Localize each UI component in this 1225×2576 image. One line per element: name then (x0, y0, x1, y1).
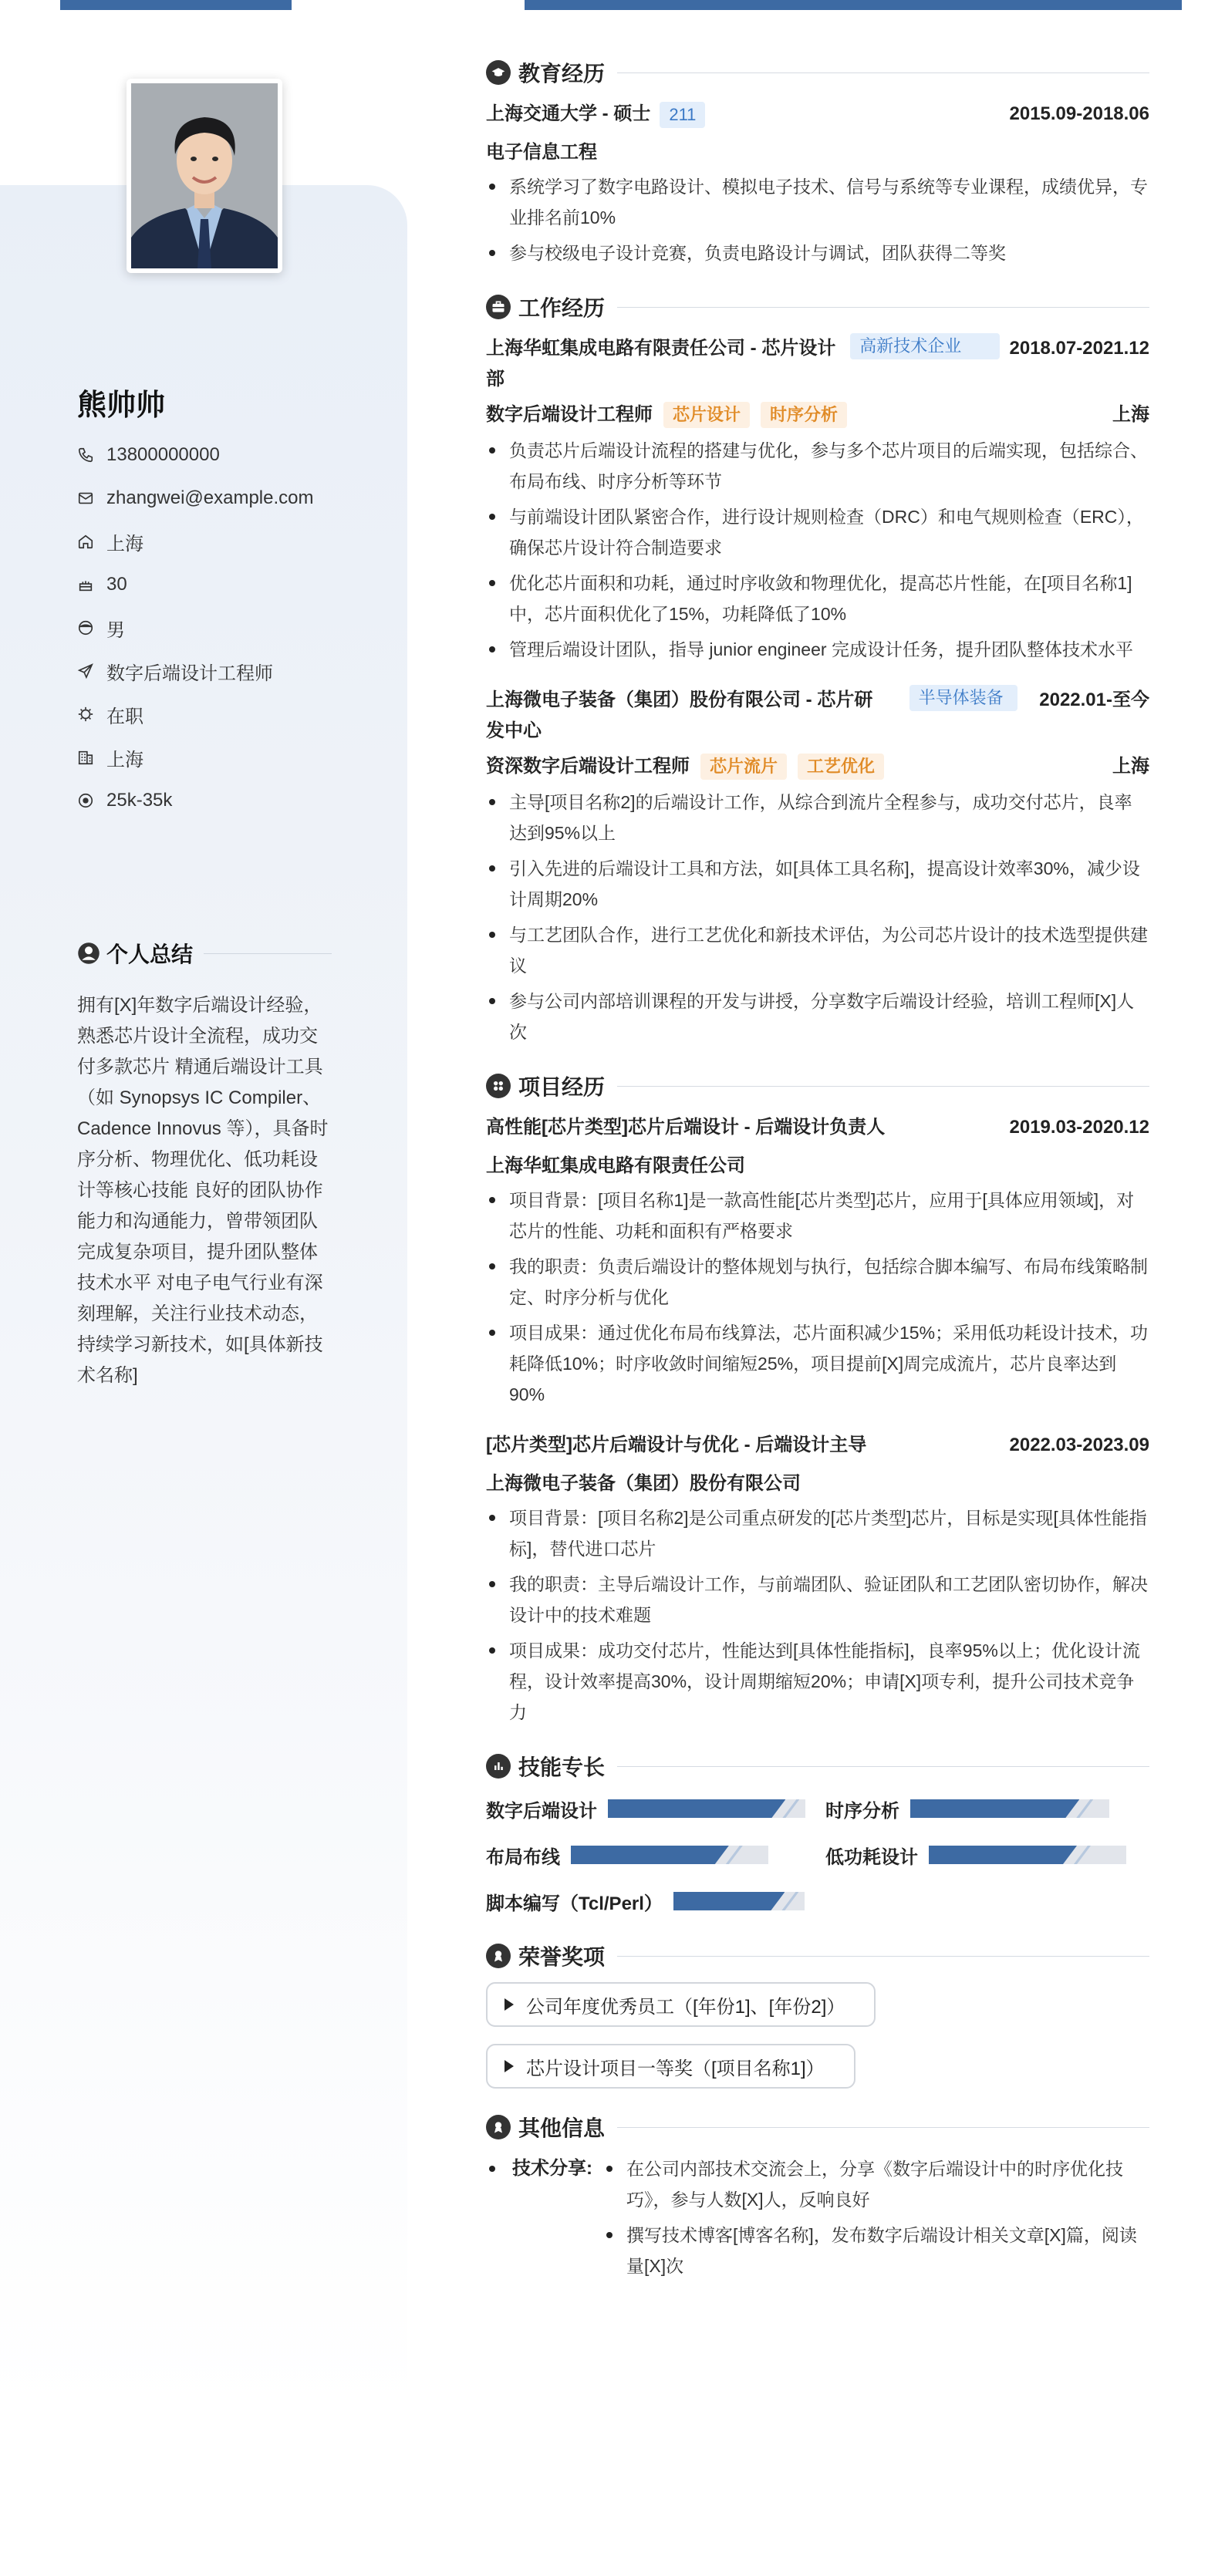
other-header (486, 2112, 1149, 2143)
main-column (486, 57, 1149, 2286)
skill-bar-tip (726, 1846, 743, 1864)
work-city: 上海 (1112, 756, 1149, 777)
award-icon (486, 1944, 511, 1968)
contact-email-value: zhangwei@example.com (106, 487, 314, 508)
work-bullets (486, 435, 1149, 665)
work-item (486, 685, 1149, 1047)
other-label: 技术分享: (512, 2158, 592, 2179)
skill-bar (571, 1846, 768, 1864)
education-school: 上海交通大学 - 硕士 (486, 103, 651, 124)
contact-city-value: 上海 (106, 749, 143, 770)
skill-tag: 芯片设计 (663, 402, 750, 428)
avatar (127, 79, 282, 273)
other-bullets (603, 2153, 1149, 2286)
other-item (486, 2153, 1149, 2286)
skill-bar (910, 1799, 1109, 1818)
award-text: 公司年度优秀员工（[年份1]、[年份2]） (526, 1996, 845, 2018)
summary-header (77, 938, 332, 969)
info-icon (486, 2115, 511, 2139)
list-item: 参与公司内部培训课程的开发与讲授，分享数字后端设计经验，培训工程师[X]人次 (486, 986, 1149, 1047)
skill-bar-fill (910, 1799, 1079, 1818)
list-item: 我的职责：主导后端设计工作，与前端团队、验证团队和工艺团队密切协作，解决设计中的技术难题 (486, 1569, 1149, 1630)
summary-text: 拥有[X]年数字后端设计经验，熟悉芯片设计全流程，成功交付多款芯片 精通后端设计工具（如 Synopsys IC Compiler、Cadence Innovus 等），具备时序分析、物理优化、低功耗设计等核心技能 良好的团队协作能力和沟通能力，曾带领团队完成复杂项目，提升团队整体技术水平 对电子电气行业有深刻理解，关注行业技术动态，持续学习新技术，如[具体新技术名称] (77, 995, 329, 1386)
contact-phone-value: 13800000000 (106, 444, 220, 465)
skill-bar (929, 1846, 1126, 1864)
list-item: 管理后端设计团队，指导 junior engineer 完成设计任务，提升团队整体技术水平 (486, 634, 1149, 665)
briefcase-icon (486, 295, 511, 319)
skill-bar (673, 1892, 805, 1910)
skill-name: 数字后端设计 (486, 1800, 597, 1822)
list-item: 我的职责：负责后端设计的整体规划与执行，包括综合脚本编写、布局布线策略制定、时序分析与优化 (486, 1251, 1149, 1313)
triangle-icon (505, 1998, 514, 2011)
send-icon (77, 663, 94, 679)
contact-salary (77, 779, 314, 822)
triangle-icon (505, 2060, 514, 2072)
skill-item (486, 1792, 825, 1825)
project-company: 上海华虹集成电路有限责任公司 (486, 1155, 745, 1176)
list-item: 优化芯片面积和功耗，通过时序收敛和物理优化，提高芯片性能，在[项目名称1]中，芯片面积优化了15%，功耗降低了10% (486, 568, 1149, 629)
profile-name: 熊帅帅 (77, 389, 166, 422)
work-company-tag: 半导体装备 (909, 685, 1017, 711)
age-icon (77, 576, 94, 593)
mail-icon (77, 490, 94, 507)
work-item (486, 333, 1149, 665)
work-company: 上海微电子装备（集团）股份有限公司 - 芯片研发中心 (486, 690, 873, 741)
contact-list (77, 433, 314, 822)
building-icon (77, 749, 94, 766)
work-bullets (486, 787, 1149, 1047)
contact-age-value: 30 (106, 574, 127, 595)
contact-status-value: 在职 (106, 706, 143, 727)
gender-icon (77, 619, 94, 636)
skill-item (825, 1839, 1149, 1871)
project-bullets (486, 1502, 1149, 1728)
contact-status (77, 693, 314, 736)
divider (617, 1956, 1149, 1957)
skill-bar-tip (1076, 1799, 1093, 1818)
work-date: 2018.07-2021.12 (1009, 338, 1149, 359)
skill-bar-fill (929, 1846, 1077, 1864)
skill-bar-tip (782, 1799, 799, 1818)
project-date: 2019.03-2020.12 (1009, 1117, 1149, 1138)
work-role: 数字后端设计工程师 (486, 404, 653, 425)
skill-bar (608, 1799, 805, 1818)
avatar-photo (131, 83, 278, 268)
work-role: 资深数字后端设计工程师 (486, 756, 690, 777)
divider (617, 1766, 1149, 1767)
awards-list (486, 1982, 1149, 2106)
skill-tag: 时序分析 (761, 402, 847, 428)
project-name: [芯片类型]芯片后端设计与优化 - 后端设计主导 (486, 1435, 867, 1455)
contact-phone (77, 433, 314, 477)
contact-email (77, 477, 314, 520)
skill-bar-tip (781, 1892, 798, 1910)
divider (617, 1086, 1149, 1087)
list-item: 项目成果：成功交付芯片，性能达到[具体性能指标]，良率95%以上；优化设计流程，设计效率提高30%，设计周期缩短20%；申请[X]项专利，提升公司技术竞争力 (486, 1635, 1149, 1728)
project-title: 项目经历 (518, 1075, 606, 1099)
top-accent-bar-right (525, 0, 1182, 10)
divider (617, 307, 1149, 308)
skills-header (486, 1751, 1149, 1782)
project-bullets (486, 1185, 1149, 1410)
status-icon (77, 706, 94, 723)
skill-item (825, 1792, 1149, 1825)
education-item (486, 99, 1149, 268)
education-header (486, 57, 1149, 88)
contact-gender-value: 男 (106, 619, 125, 641)
list-item: 项目背景：[项目名称1]是一款高性能[芯片类型]芯片，应用于[具体应用领域]，对芯片的性能、功耗和面积有严格要求 (486, 1185, 1149, 1246)
list-item: 项目背景：[项目名称2]是公司重点研发的[芯片类型]芯片，目标是实现[具体性能指标]，替代进口芯片 (486, 1502, 1149, 1564)
chart-icon (486, 1754, 511, 1779)
top-accent-bar-left (60, 0, 292, 10)
award-item (486, 1982, 876, 2027)
contact-city (77, 736, 314, 779)
list-item: 在公司内部技术交流会上，分享《数字后端设计中的时序优化技巧》，参与人数[X]人，反响良好 (603, 2153, 1149, 2215)
education-tag: 211 (660, 102, 705, 128)
skill-item (486, 1839, 825, 1871)
home-icon (77, 533, 94, 550)
contact-position-value: 数字后端设计工程师 (106, 663, 273, 684)
skill-name: 时序分析 (825, 1800, 899, 1822)
contact-home (77, 520, 314, 563)
work-company: 上海华虹集成电路有限责任公司 - 芯片设计部 (486, 338, 836, 389)
list-item: 与前端设计团队紧密合作，进行设计规则检查（DRC）和电气规则检查（ERC），确保芯片设计符合制造要求 (486, 501, 1149, 563)
list-item: 引入先进的后端设计工具和方法，如[具体工具名称]，提高设计效率30%，减少设计周期20% (486, 853, 1149, 915)
work-city: 上海 (1112, 404, 1149, 425)
education-title: 教育经历 (518, 62, 606, 86)
education-major: 电子信息工程 (486, 142, 597, 163)
list-item: 参与校级电子设计竞赛，负责电路设计与调试，团队获得二等奖 (486, 238, 1149, 268)
skill-name: 脚本编写（Tcl/Perl） (486, 1893, 663, 1914)
bullet-dot (489, 2166, 495, 2172)
list-item: 负责芯片后端设计流程的搭建与优化，参与多个芯片项目的后端实现，包括综合、布局布线、时序分析等环节 (486, 435, 1149, 497)
contact-gender (77, 606, 314, 649)
project-date: 2022.03-2023.09 (1009, 1435, 1149, 1455)
contact-position (77, 649, 314, 693)
education-date: 2015.09-2018.06 (1009, 103, 1149, 124)
list-item: 撰写技术博客[博客名称]，发布数字后端设计相关文章[X]篇，阅读量[X]次 (603, 2220, 1149, 2281)
list-item: 项目成果：通过优化布局布线算法，芯片面积减少15%；采用低功耗设计技术，功耗降低10%；时序收敛时间缩短25%，项目提前[X]周完成流片，芯片良率达到90% (486, 1317, 1149, 1410)
user-icon (77, 942, 100, 965)
skill-name: 布局布线 (486, 1846, 560, 1868)
award-item (486, 2044, 855, 2089)
divider (617, 2127, 1149, 2128)
divider (204, 953, 332, 954)
work-date: 2022.01-至今 (1039, 690, 1149, 710)
skill-tag: 芯片流片 (700, 754, 787, 780)
awards-title: 荣誉奖项 (518, 1945, 606, 1969)
graduation-cap-icon (486, 60, 511, 85)
other-title: 其他信息 (518, 2116, 606, 2140)
project-header (486, 1071, 1149, 1101)
project-item (486, 1112, 1149, 1410)
work-company-tag: 高新技术企业 (850, 333, 1000, 359)
awards-header (486, 1940, 1149, 1971)
divider (617, 72, 1149, 73)
skill-bar-tip (1074, 1846, 1091, 1864)
project-name: 高性能[芯片类型]芯片后端设计 - 后端设计负责人 (486, 1117, 886, 1138)
education-bullets (486, 171, 1149, 268)
list-item: 主导[项目名称2]的后端设计工作，从综合到流片全程参与，成功交付芯片，良率达到95%以上 (486, 787, 1149, 848)
skill-item (486, 1885, 825, 1917)
contact-salary-value: 25k-35k (106, 790, 173, 811)
skill-name: 低功耗设计 (825, 1846, 918, 1868)
project-item (486, 1430, 1149, 1728)
list-item: 与工艺团队合作，进行工艺优化和新技术评估，为公司芯片设计的技术选型提供建议 (486, 919, 1149, 981)
award-text: 芯片设计项目一等奖（[项目名称1]） (526, 2058, 825, 2079)
skills-grid (486, 1792, 1149, 1917)
contact-age (77, 563, 314, 606)
salary-icon (77, 792, 94, 809)
skill-bar-fill (673, 1892, 785, 1910)
phone-icon (77, 447, 94, 464)
project-company: 上海微电子装备（集团）股份有限公司 (486, 1473, 801, 1494)
grid-icon (486, 1074, 511, 1098)
contact-home-value: 上海 (106, 533, 143, 555)
list-item: 系统学习了数字电路设计、模拟电子技术、信号与系统等专业课程，成绩优异，专业排名前10% (486, 171, 1149, 233)
work-header (486, 292, 1149, 322)
skills-title: 技能专长 (518, 1755, 606, 1779)
skill-bar-fill (608, 1799, 785, 1818)
summary-title: 个人总结 (106, 942, 194, 966)
skill-tag: 工艺优化 (798, 754, 884, 780)
skill-bar-fill (571, 1846, 729, 1864)
work-title: 工作经历 (518, 296, 606, 320)
